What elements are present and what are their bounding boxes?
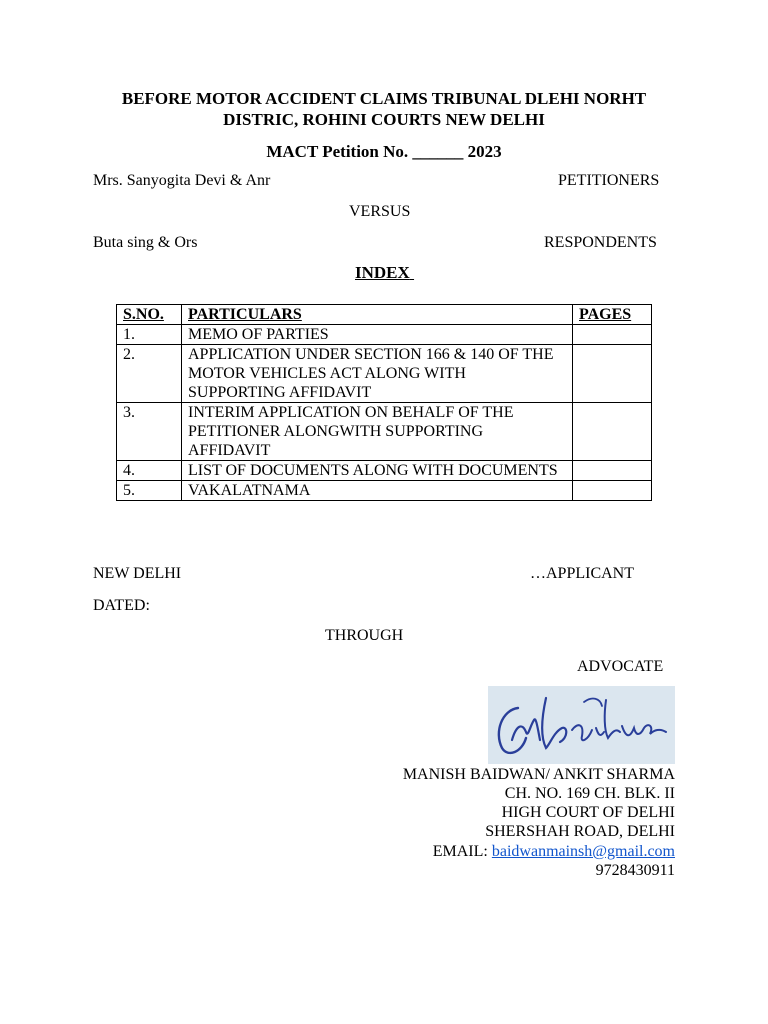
email-link[interactable]: baidwanmainsh@gmail.com	[491, 843, 675, 860]
respondent-role: RESPONDENTS	[544, 234, 657, 251]
col-pages-header: PAGES	[573, 305, 652, 325]
table-row	[117, 345, 652, 403]
petitioner-role: PETITIONERS	[558, 172, 660, 189]
advocate-label: ADVOCATE	[577, 658, 664, 675]
row-particulars: MEMO OF PARTIES	[182, 325, 573, 345]
advocate-names: MANISH BAIDWAN/ ANKIT SHARMA	[402, 766, 675, 783]
row-pages	[573, 345, 652, 403]
petition-number: MACT Petition No. ______ 2023	[266, 142, 502, 161]
col-sno-header: S.NO.	[117, 305, 182, 325]
row-pages	[573, 403, 652, 461]
applicant-label: …APPLICANT	[530, 565, 635, 582]
row-sno: 3.	[117, 403, 182, 461]
road-address: SHERSHAH ROAD, DELHI	[485, 823, 675, 840]
index-header-row	[117, 305, 652, 325]
index-table	[116, 304, 652, 501]
respondent-name: Buta sing & Ors	[93, 234, 198, 251]
chamber-address: CH. NO. 169 CH. BLK. II	[504, 785, 675, 802]
index-title	[355, 263, 414, 283]
row-sno: 4.	[117, 461, 182, 481]
row-particulars: VAKALATNAMA	[182, 481, 573, 501]
row-sno: 2.	[117, 345, 182, 403]
row-particulars: LIST OF DOCUMENTS ALONG WITH DOCUMENTS	[182, 461, 573, 481]
dated-label: DATED:	[93, 597, 150, 614]
index-title-text: INDEX	[355, 263, 410, 282]
row-particulars: INTERIM APPLICATION ON BEHALF OF THE PETITIONER ALONGWITH SUPPORTING AFFIDAVIT	[182, 403, 573, 461]
versus-label: VERSUS	[349, 203, 411, 220]
row-sno: 5.	[117, 481, 182, 501]
through-label: THROUGH	[325, 627, 404, 644]
tribunal-heading-line1: BEFORE MOTOR ACCIDENT CLAIMS TRIBUNAL DLEHI NORHT	[121, 89, 647, 108]
petitioner-name: Mrs. Sanyogita Devi & Anr	[93, 172, 271, 189]
table-row	[117, 481, 652, 501]
table-row	[117, 403, 652, 461]
email-label: EMAIL:	[432, 843, 488, 860]
row-pages	[573, 461, 652, 481]
row-pages	[573, 481, 652, 501]
table-row	[117, 461, 652, 481]
tribunal-heading-line2: DISTRIC, ROHINI COURTS NEW DELHI	[223, 110, 545, 129]
row-particulars: APPLICATION UNDER SECTION 166 & 140 OF THE MOTOR VEHICLES ACT ALONG WITH SUPPORTING AFFIDAVIT	[182, 345, 573, 403]
court-name: HIGH COURT OF DELHI	[501, 804, 675, 821]
row-sno: 1.	[117, 325, 182, 345]
col-particulars-header: PARTICULARS	[182, 305, 573, 325]
place-label: NEW DELHI	[93, 565, 182, 582]
row-pages	[573, 325, 652, 345]
signature-image	[488, 686, 675, 764]
table-row	[117, 325, 652, 345]
phone-number: 9728430911	[595, 862, 675, 879]
email-line	[433, 842, 675, 862]
signature-scribble	[488, 686, 675, 764]
